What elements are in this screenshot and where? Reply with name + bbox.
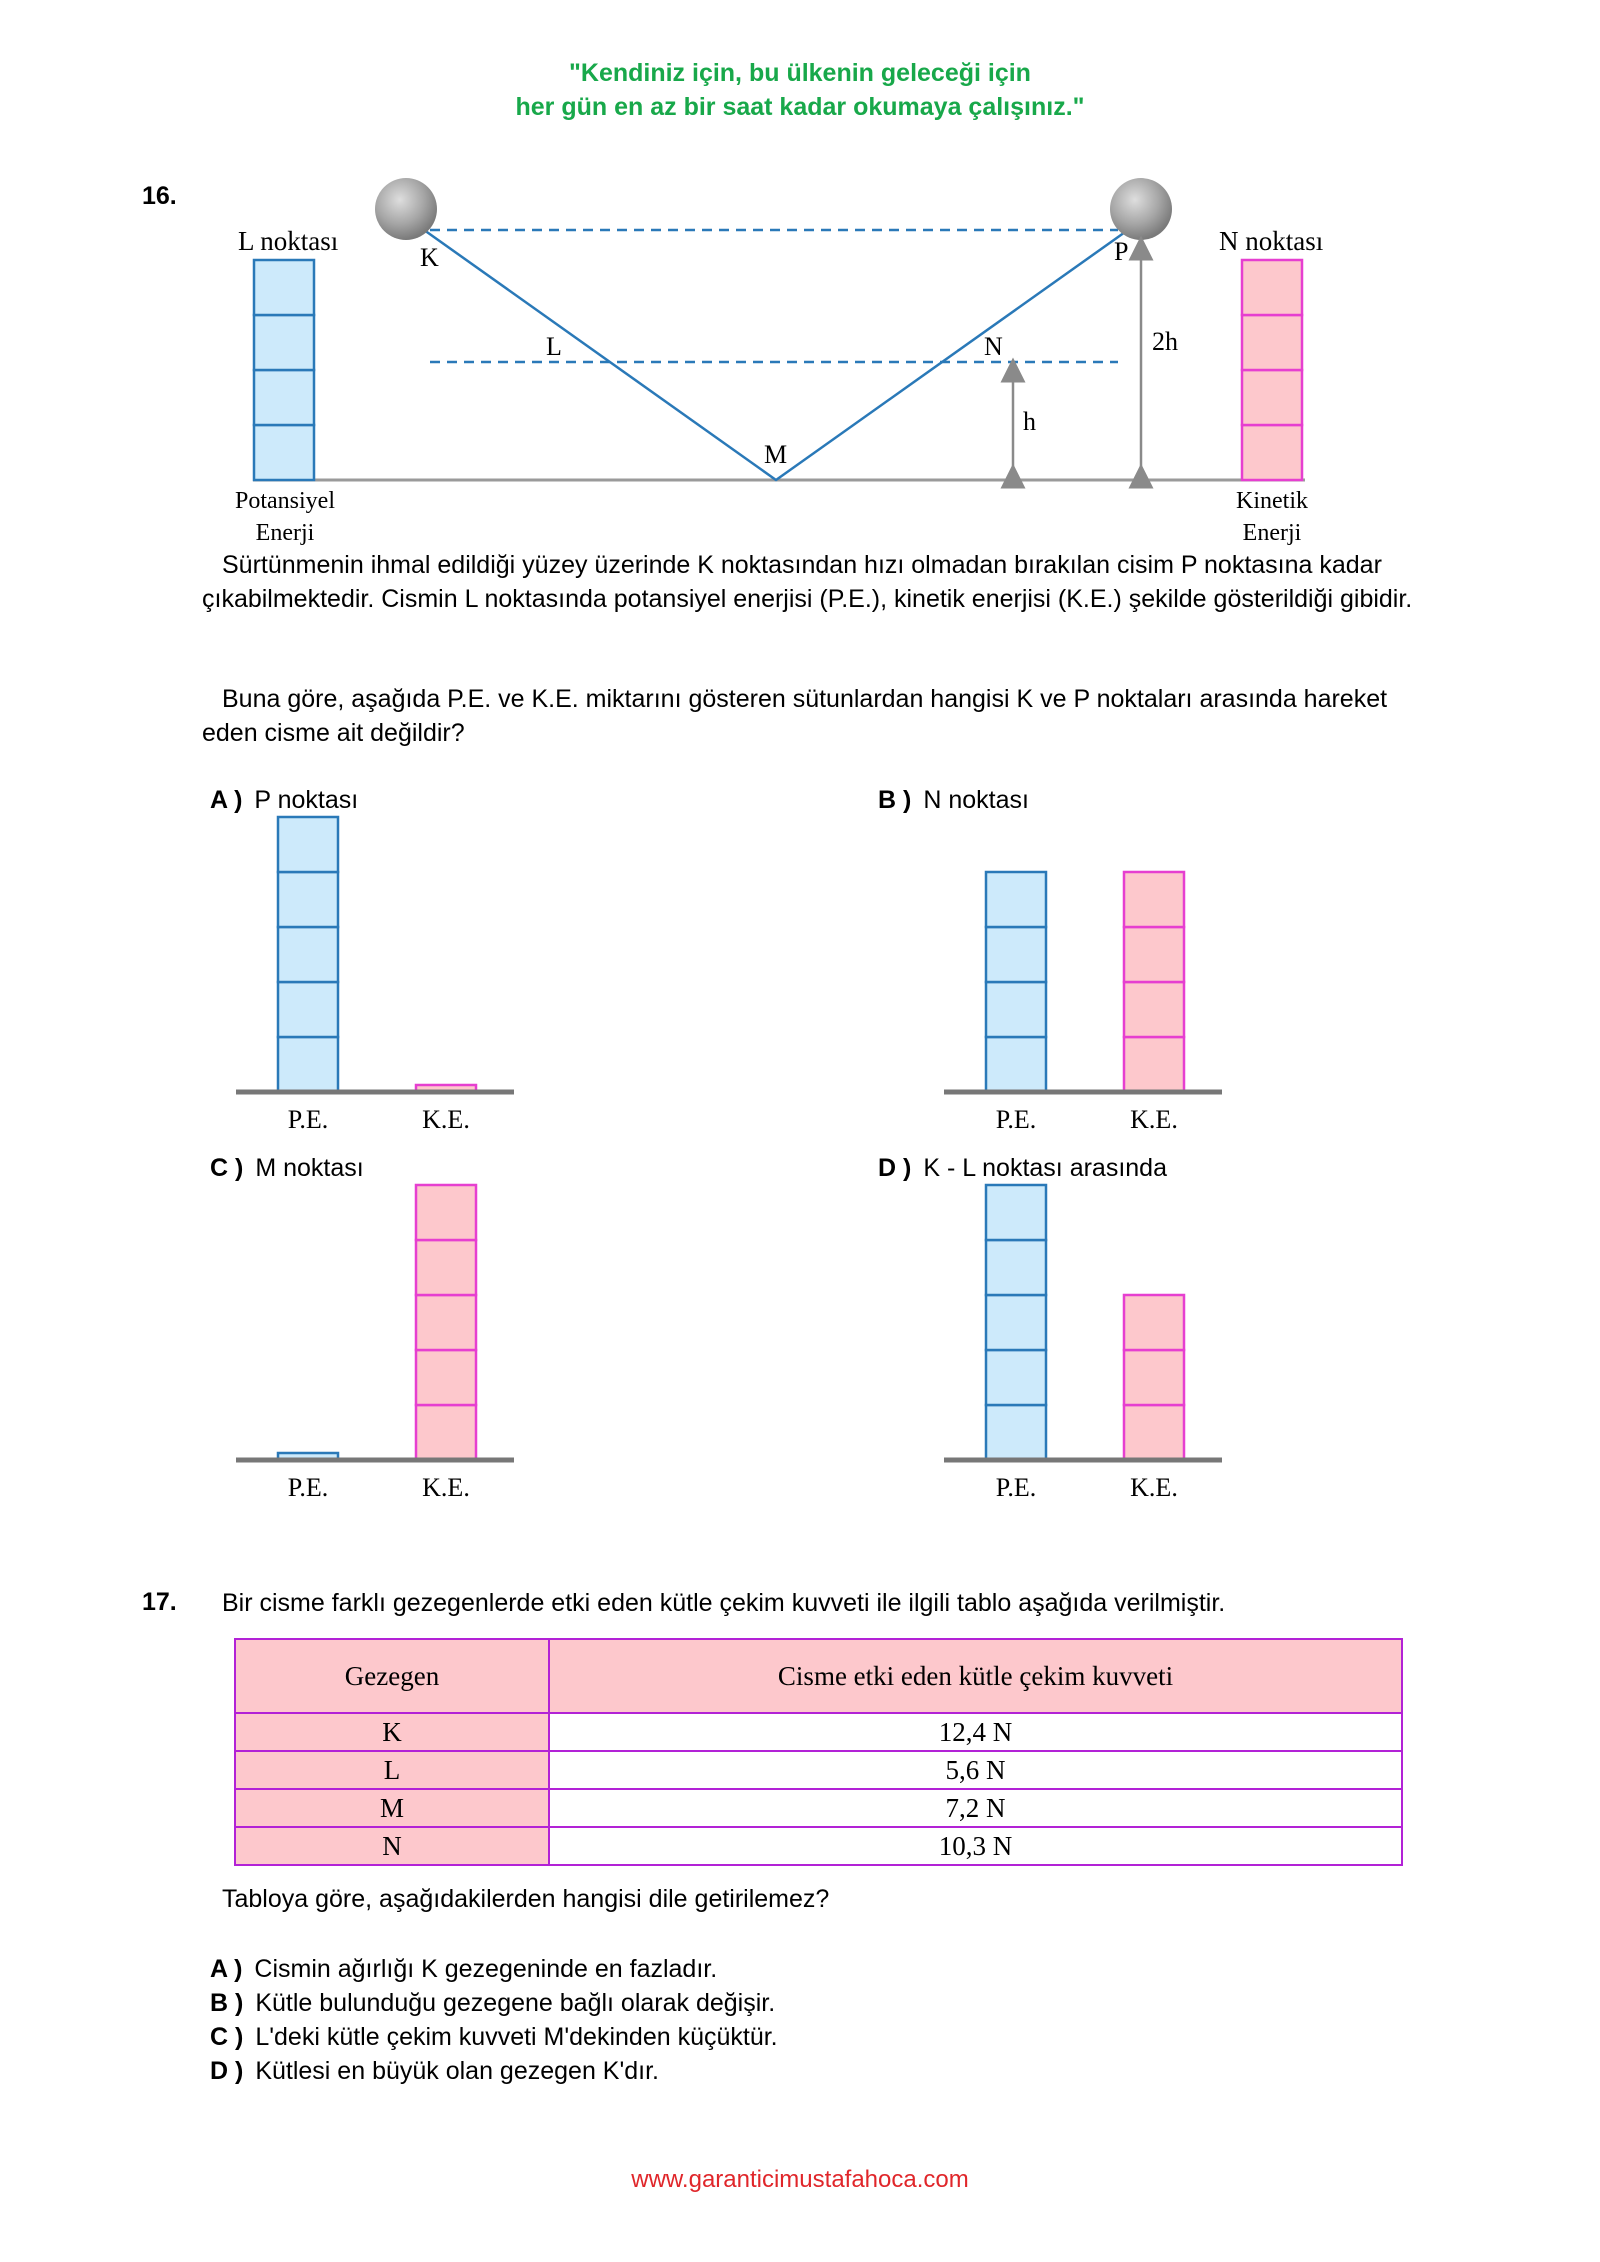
label-point-p: P <box>1114 237 1129 266</box>
ke-bar-unit <box>1124 982 1184 1037</box>
cell-planet: N <box>235 1827 549 1865</box>
cell-force: 12,4 N <box>549 1713 1402 1751</box>
left-pe-unit <box>254 425 314 480</box>
pe-axis-label: P.E. <box>287 1473 329 1502</box>
option-text: L'deki kütle çekim kuvveti M'dekinden küçüktür. <box>255 2023 778 2051</box>
footer-url[interactable]: www.garanticimustafahoca.com <box>631 2166 969 2193</box>
pe-bar-unit <box>278 817 338 872</box>
pe-bar-unit <box>986 1295 1046 1350</box>
pe-bar-unit <box>986 927 1046 982</box>
q16-option-charts <box>0 800 1600 1520</box>
table-row <box>235 1789 1402 1827</box>
ke-bar-unit <box>416 1295 476 1350</box>
option-text: Kütle bulunduğu gezegene bağlı olarak değişir. <box>255 1989 776 2017</box>
pe-bar-unit <box>986 1037 1046 1092</box>
pe-axis-label: P.E. <box>995 1105 1037 1134</box>
ke-bar-unit <box>416 1405 476 1460</box>
label-height-2h: 2h <box>1152 327 1178 356</box>
cell-force: 7,2 N <box>549 1789 1402 1827</box>
option-label: M noktası <box>255 1154 364 1182</box>
cell-planet: L <box>235 1751 549 1789</box>
ke-axis-label: K.E. <box>422 1473 470 1502</box>
q16-text-2: Buna göre, aşağıda P.E. ve K.E. miktarını gösteren sütunlardan hangisi K ve P noktaları arasında hareket eden cisme ait değildir? <box>202 685 1388 747</box>
ball-at-p <box>1110 178 1172 240</box>
right-ke-unit <box>1242 315 1302 370</box>
q17-intro: Bir cisme farklı gezegenlerde etki eden kütle çekim kuvveti ile ilgili tablo aşağıda verilmiştir. <box>222 1589 1226 1617</box>
ke-bar-unit <box>1124 1295 1184 1350</box>
left-caption-line-1: Potansiyel <box>235 488 335 514</box>
cell-planet: M <box>235 1789 549 1827</box>
option-label: K - L noktası arasında <box>923 1154 1167 1182</box>
quote-line-1: "Kendiniz için, bu ülkenin geleceği için <box>569 59 1031 87</box>
q17-option-d[interactable] <box>210 2054 778 2088</box>
option-b-chart <box>944 872 1222 1134</box>
option-letter: C ) <box>210 2023 244 2051</box>
left-column-title: L noktası <box>238 226 339 256</box>
right-column-title: N noktası <box>1219 226 1324 256</box>
pe-bar-unit <box>986 982 1046 1037</box>
left-caption-line-2: Enerji <box>255 520 315 546</box>
ke-bar-unit <box>416 1240 476 1295</box>
left-pe-unit <box>254 315 314 370</box>
header-force: Cisme etki eden kütle çekim kuvveti <box>549 1639 1402 1713</box>
ke-axis-label: K.E. <box>1130 1473 1178 1502</box>
q16-diagram <box>0 170 1600 550</box>
q17-option-list <box>210 1952 778 2088</box>
option-label: N noktası <box>923 786 1029 814</box>
ke-bar-unit <box>1124 872 1184 927</box>
pe-bar-unit <box>986 1185 1046 1240</box>
right-ke-unit <box>1242 260 1302 315</box>
pe-axis-label: P.E. <box>287 1105 329 1134</box>
right-ke-unit <box>1242 425 1302 480</box>
table-row <box>235 1751 1402 1789</box>
table-header-row <box>235 1639 1402 1713</box>
right-caption-line-2: Enerji <box>1242 520 1302 546</box>
cell-force: 10,3 N <box>549 1827 1402 1865</box>
pe-bar-unit <box>986 1350 1046 1405</box>
pe-bar-unit <box>278 1037 338 1092</box>
right-ke-unit <box>1242 370 1302 425</box>
ke-bar-unit <box>416 1185 476 1240</box>
label-point-k: K <box>420 243 439 272</box>
left-pe-unit <box>254 260 314 315</box>
question-17-number: 17. <box>142 1588 177 1616</box>
ke-axis-label: K.E. <box>1130 1105 1178 1134</box>
ke-bar-unit <box>1124 927 1184 982</box>
option-letter: D ) <box>878 1154 912 1182</box>
pe-bar-unit <box>986 872 1046 927</box>
option-letter: C ) <box>210 1154 244 1182</box>
header-planet: Gezegen <box>235 1639 549 1713</box>
option-c-chart <box>236 1185 514 1502</box>
ball-at-k <box>375 178 437 240</box>
table-row <box>235 1827 1402 1865</box>
label-height-h: h <box>1023 407 1036 436</box>
option-letter: B ) <box>878 786 912 814</box>
option-letter: A ) <box>210 786 243 814</box>
option-d-chart <box>944 1185 1222 1502</box>
option-letter: B ) <box>210 1989 244 2017</box>
cell-force: 5,6 N <box>549 1751 1402 1789</box>
left-column-pe-bar <box>254 260 314 480</box>
label-point-m: M <box>764 440 788 469</box>
pe-bar-unit <box>986 1405 1046 1460</box>
ke-bar-unit <box>1124 1037 1184 1092</box>
option-label: P noktası <box>254 786 359 814</box>
ke-bar-unit <box>1124 1405 1184 1460</box>
right-column-ke-bar <box>1242 260 1302 480</box>
label-point-n: N <box>984 332 1003 361</box>
ke-axis-label: K.E. <box>422 1105 470 1134</box>
pe-bar-unit <box>278 982 338 1037</box>
pe-bar-unit <box>986 1240 1046 1295</box>
label-point-l: L <box>546 332 562 361</box>
q17-option-b[interactable] <box>210 1986 778 2020</box>
option-text: Cismin ağırlığı K gezegeninde en fazladır. <box>254 1955 718 1983</box>
gravity-table <box>234 1638 1403 1866</box>
q17-option-c[interactable] <box>210 2020 778 2054</box>
pe-bar-unit <box>278 872 338 927</box>
left-pe-unit <box>254 370 314 425</box>
option-a-chart <box>236 817 514 1134</box>
ke-bar-unit <box>416 1350 476 1405</box>
cell-planet: K <box>235 1713 549 1751</box>
motivation-quote <box>0 56 1600 124</box>
pe-bar-unit <box>278 927 338 982</box>
q17-option-a[interactable] <box>210 1952 778 1986</box>
ke-bar-unit <box>1124 1350 1184 1405</box>
option-letter: A ) <box>210 1955 243 1983</box>
question-16-number: 16. <box>142 182 177 210</box>
right-caption-line-1: Kinetik <box>1236 488 1308 514</box>
option-letter: D ) <box>210 2057 244 2085</box>
option-text: Kütlesi en büyük olan gezegen K'dır. <box>255 2057 659 2085</box>
table-row <box>235 1713 1402 1751</box>
quote-line-2: her gün en az bir saat kadar okumaya çalışınız." <box>515 93 1085 121</box>
q17-question: Tabloya göre, aşağıdakilerden hangisi dile getirilemez? <box>222 1885 830 1913</box>
pe-axis-label: P.E. <box>995 1473 1037 1502</box>
q16-text-1: Sürtünmenin ihmal edildiği yüzey üzerinde K noktasından hızı olmadan bırakılan cisim P noktasına kadar çıkabilmektedir. Cismin L noktasında potansiyel enerjisi (P.E.), kinetik enerjisi (K.E.) şekilde gösterildiği gibidir. <box>202 551 1413 613</box>
